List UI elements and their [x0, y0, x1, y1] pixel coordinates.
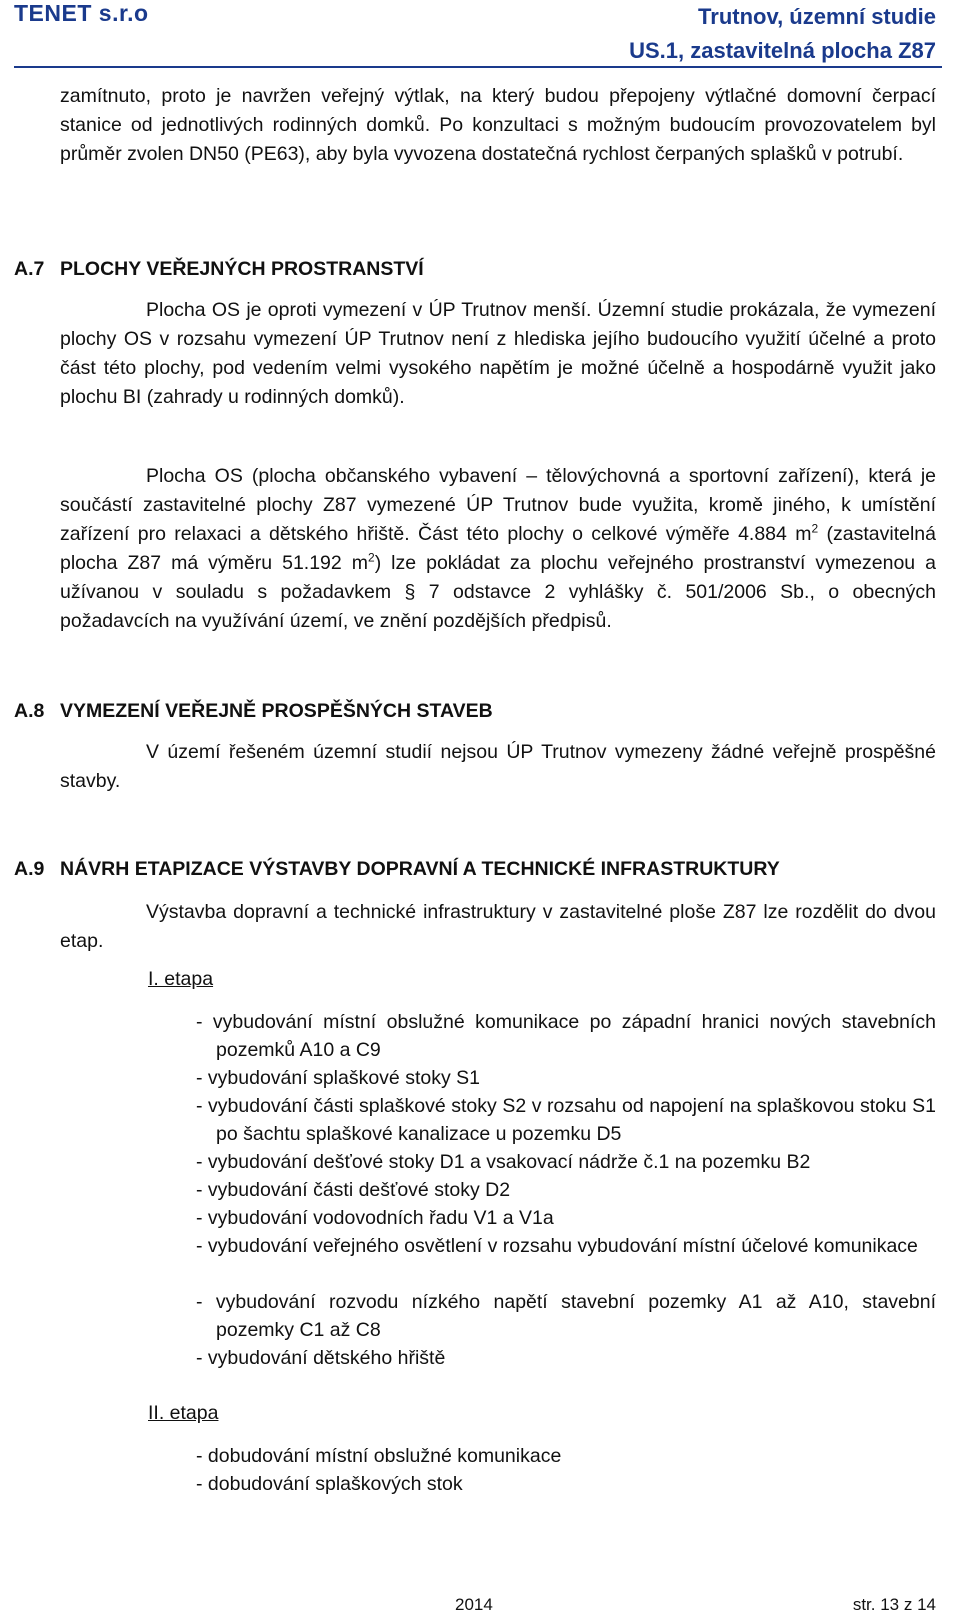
etapa-2-label: II. etapa — [148, 1402, 219, 1424]
list-item: - vybudování části dešťové stoky D2 — [196, 1179, 511, 1201]
list-item: - vybudování veřejného osvětlení v rozsahu vybudování místní účelové komunikace — [196, 1235, 918, 1257]
header-divider — [14, 66, 942, 68]
header-company: TENET s.r.o — [14, 0, 149, 26]
area-unit-superscript: 2 — [368, 550, 375, 565]
intro-paragraph: zamítnuto, proto je navržen veřejný výtlak, na který budou přepojeny výtlačné domovní čerpací stanice od jednotlivých rodinných domků. Po konzultaci s možným budoucím provozovatelem byl průměr zvolen DN50 (PE63), aby byla vyvozena dostatečná rychlost čerpaných splašků v potrubí. — [60, 85, 936, 165]
area-unit-superscript: 2 — [811, 521, 819, 536]
header-title — [629, 0, 936, 68]
footer-page-number: str. 13 z 14 — [852, 1595, 936, 1614]
list-item: - vybudování dešťové stoky D1 a vsakovací nádrže č.1 na pozemku B2 — [196, 1151, 811, 1173]
section-a7-number: A.7 — [14, 258, 45, 280]
header-title-line1: Trutnov, územní studie — [698, 4, 936, 29]
section-a8-paragraph: V území řešeném územní studií nejsou ÚP Trutnov vymezeny žádné veřejně prospěšné stavby. — [60, 741, 936, 792]
list-item: - vybudování splaškové stoky S1 — [196, 1067, 480, 1089]
footer-year: 2014 — [455, 1595, 493, 1614]
section-a9-title: NÁVRH ETAPIZACE VÝSTAVBY DOPRAVNÍ A TECHNICKÉ INFRASTRUKTURY — [60, 858, 780, 880]
section-a9-paragraph: Výstavba dopravní a technické infrastruktury v zastavitelné ploše Z87 lze rozdělit do dvou etap. — [60, 901, 936, 952]
etapa-1-label: I. etapa — [148, 968, 214, 990]
section-a7-paragraph-2-part-a: Plocha OS (plocha občanského vybavení – tělovýchovná a sportovní zařízení), která je součástí zastavitelné plochy Z87 vymezené ÚP Trutnov bude využita, kromě jiného, k umístění zařízení pro relaxaci a dětského hřiště. Část této plochy o celkové výměře 4.884 m — [60, 465, 936, 545]
section-a7-paragraph-2 — [60, 462, 936, 636]
section-a8-number: A.8 — [14, 700, 45, 722]
section-a8-title: VYMEZENÍ VEŘEJNĚ PROSPĚŠNÝCH STAVEB — [60, 700, 493, 722]
section-a7-paragraph-2-part-c: ) lze pokládat za plochu veřejného prostranství vymezenou a užívanou v souladu s požadavkem § 7 odstavce 2 vyhlášky č. 501/2006 Sb., o obecných požadavcích na využívání území, ve znění pozdějších předpisů. — [60, 552, 937, 632]
section-a9-number: A.9 — [14, 858, 45, 880]
list-item: - vybudování dětského hřiště — [196, 1347, 446, 1369]
list-item: - dobudování místní obslužné komunikace — [196, 1445, 562, 1467]
section-a7-paragraph-2-part-b: (zastavitelná plocha Z87 má výměru 51.192 m — [60, 523, 936, 574]
list-item: - vybudování vodovodních řadu V1 a V1a — [196, 1207, 554, 1229]
header-title-line2: US.1, zastavitelná plocha Z87 — [629, 38, 936, 63]
section-a7-title: PLOCHY VEŘEJNÝCH PROSTRANSTVÍ — [60, 258, 424, 280]
list-item: - vybudování rozvodu nízkého napětí stavební pozemky A1 až A10, stavební pozemky C1 až C8 — [196, 1291, 936, 1341]
list-item: - vybudování místní obslužné komunikace po západní hranici nových stavebních pozemků A10 a C9 — [196, 1011, 936, 1061]
list-item: - vybudování části splaškové stoky S2 v rozsahu od napojení na splaškovou stoku S1 po šachtu splaškové kanalizace u pozemku D5 — [196, 1095, 936, 1145]
section-a7-paragraph-1: Plocha OS je oproti vymezení v ÚP Trutnov menší. Územní studie prokázala, že vymezení plochy OS v rozsahu vymezení ÚP Trutnov není z hlediska jejího budoucího využití účelné a proto část této plochy, pod vedením velmi vysokého napětím je možné účelně a hospodárně využit jako plochu BI (zahrady u rodinných domků). — [60, 299, 936, 408]
list-item: - dobudování splaškových stok — [196, 1473, 463, 1495]
